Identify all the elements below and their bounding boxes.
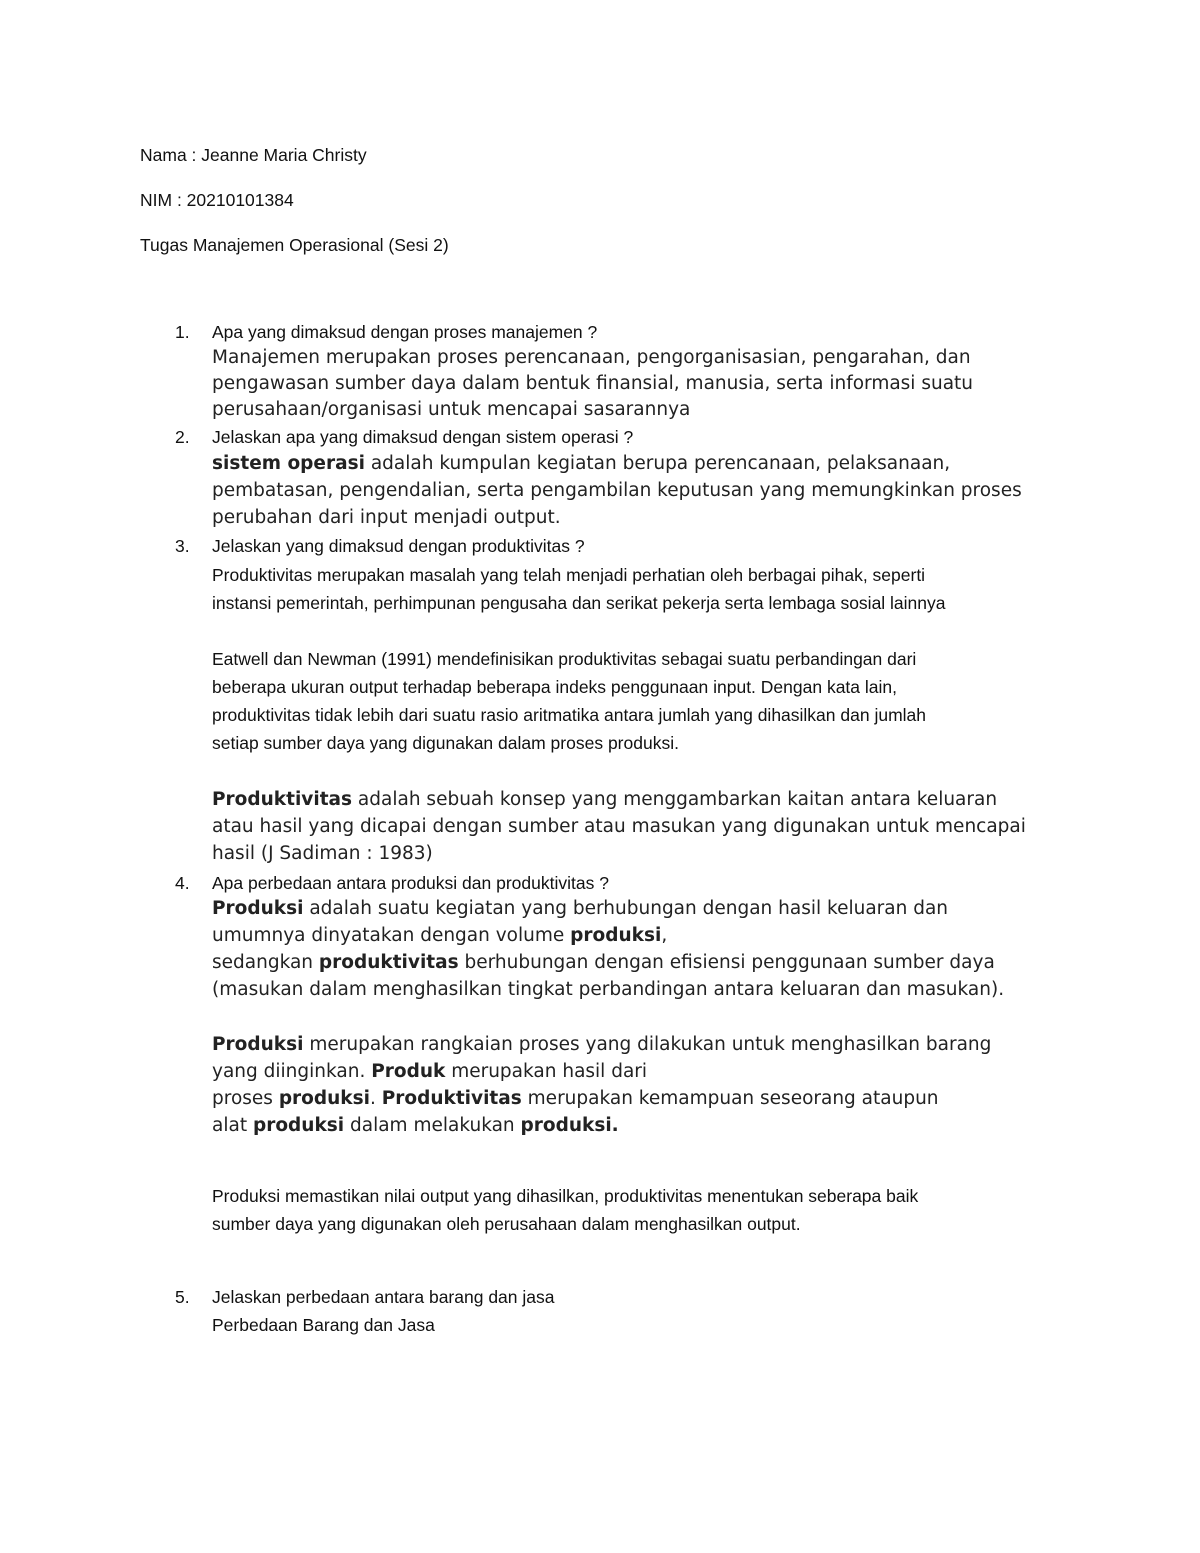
q4-para2-line-3: proses produksi. Produktivitas merupakan kemampuan seseorang ataupun [212,1088,939,1109]
q4-para2-line-2: yang diinginkan. Produk merupakan hasil dari [212,1061,648,1082]
q4-number: 4. [175,873,190,893]
q4-answer-line-3: sedangkan produktivitas berhubungan dengan efisiensi penggunaan sumber daya [212,952,995,973]
q4-answer-line-1: Produksi adalah suatu kegiatan yang berhubungan dengan hasil keluaran dan [212,898,949,919]
q2-answer-line-1: sistem operasi adalah kumpulan kegiatan berupa perencanaan, pelaksanaan, [212,453,951,474]
q4-para2-line-1: Produksi merupakan rangkaian proses yang dilakukan untuk menghasilkan barang [212,1034,992,1055]
q5-number: 5. [175,1287,190,1307]
q1-number: 1. [175,322,190,342]
q3-para2-line-2: beberapa ukuran output terhadap beberapa indeks penggunaan input. Dengan kata lain, [212,677,897,697]
q3-para3-line-1: Produktivitas adalah sebuah konsep yang menggambarkan kaitan antara keluaran [212,789,998,810]
q3-para3-line-3: hasil (J Sadiman : 1983) [212,843,433,864]
q3-para2-line-1: Eatwell dan Newman (1991) mendefinisikan produktivitas sebagai suatu perbandingan dari [212,649,917,669]
q5-answer: Perbedaan Barang dan Jasa [212,1315,435,1335]
student-name: Nama : Jeanne Maria Christy [140,145,367,165]
q2-question: Jelaskan apa yang dimaksud dengan sistem operasi ? [212,427,634,447]
q3-para3-term: Produktivitas [212,789,353,810]
q3-para2-line-4: setiap sumber daya yang digunakan dalam proses produksi. [212,733,679,753]
q4-para3-line-1: Produksi memastikan nilai output yang dihasilkan, produktivitas menentukan seberapa baik [212,1186,919,1206]
q3-para3-line-2: atau hasil yang dicapai dengan sumber atau masukan yang digunakan untuk mencapai [212,816,1026,837]
q2-number: 2. [175,427,190,447]
q3-para1-line-2: instansi pemerintah, perhimpunan pengusaha dan serikat pekerja serta lembaga sosial lainnya [212,593,946,613]
assignment-title: Tugas Manajemen Operasional (Sesi 2) [140,235,449,255]
q2-answer-term: sistem operasi [212,453,365,474]
q1-question: Apa yang dimaksud dengan proses manajemen ? [212,322,598,342]
q3-para1-line-1: Produktivitas merupakan masalah yang telah menjadi perhatian oleh berbagai pihak, seperti [212,565,926,585]
q2-answer-line-2: pembatasan, pengendalian, serta pengambilan keputusan yang memungkinkan proses [212,480,1022,501]
q1-answer-line-1: Manajemen merupakan proses perencanaan, pengorganisasian, pengarahan, dan [212,347,971,368]
q4-para3-line-2: sumber daya yang digunakan oleh perusahaan dalam menghasilkan output. [212,1214,801,1234]
q5-question: Jelaskan perbedaan antara barang dan jasa [212,1287,555,1307]
q3-question: Jelaskan yang dimaksud dengan produktivitas ? [212,536,585,556]
student-nim: NIM : 20210101384 [140,190,294,210]
q2-answer-line-3: perubahan dari input menjadi output. [212,507,561,528]
q4-answer-line-4: (masukan dalam menghasilkan tingkat perbandingan antara keluaran dan masukan). [212,979,1005,1000]
q1-answer-line-3: perusahaan/organisasi untuk mencapai sasarannya [212,399,691,420]
q4-question: Apa perbedaan antara produksi dan produktivitas ? [212,873,609,893]
q1-answer-line-2: pengawasan sumber daya dalam bentuk finansial, manusia, serta informasi suatu [212,373,974,394]
q3-number: 3. [175,536,190,556]
q3-para2-line-3: produktivitas tidak lebih dari suatu rasio aritmatika antara jumlah yang dihasilkan dan jumlah [212,705,926,725]
q4-para2-line-4: alat produksi dalam melakukan produksi. [212,1115,619,1136]
q4-answer-line-2: umumnya dinyatakan dengan volume produksi, [212,925,668,946]
